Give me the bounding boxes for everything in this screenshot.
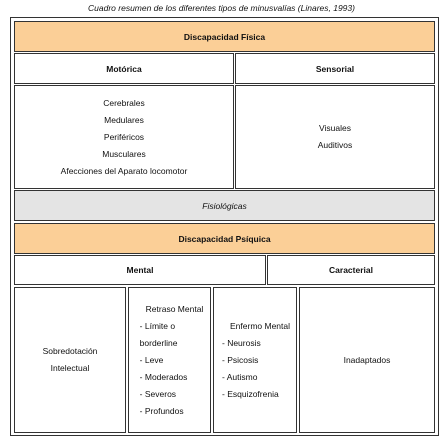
retraso-mental-item: - Moderados	[139, 371, 188, 382]
sensorial-item: Auditivos	[317, 140, 353, 150]
enfermo-mental-item: - Autismo	[222, 371, 258, 382]
motorica-item: Medulares	[104, 114, 144, 125]
retraso-mental-cell	[128, 287, 211, 433]
fisica-header	[14, 21, 435, 52]
retraso-mental-item: - Límite o	[139, 320, 176, 331]
sobredotacion-text	[43, 343, 98, 377]
retraso-mental-item: - Profundos	[139, 405, 184, 416]
fisiologicas-row	[14, 190, 435, 221]
sobredotacion-cell	[14, 287, 126, 433]
sensorial-header	[235, 53, 435, 84]
retraso-mental-item: borderline	[139, 337, 178, 348]
enfermo-mental-item: - Esquizofrenia	[222, 388, 279, 399]
fisica-title: Discapacidad Física	[183, 31, 266, 42]
retraso-mental-item: - Leve	[139, 354, 164, 365]
mental-label: Mental	[126, 265, 154, 275]
retraso-mental-list	[140, 301, 204, 420]
inadaptados-label: Inadaptados	[343, 355, 391, 365]
motorica-header	[14, 53, 234, 84]
sensorial-item: Visuales	[319, 123, 351, 133]
motorica-item: Periféricos	[103, 131, 145, 142]
retraso-mental-item: - Severos	[139, 388, 177, 399]
inadaptados-cell	[299, 287, 435, 433]
enfermo-mental-cell	[213, 287, 297, 433]
caracterial-header	[267, 255, 435, 285]
sensorial-label: Sensorial	[315, 63, 355, 74]
motorica-list	[61, 95, 188, 180]
motorica-item: Musculares	[102, 148, 146, 159]
motorica-items-cell	[14, 85, 234, 189]
retraso-mental-head: Retraso Mental	[145, 303, 204, 314]
table-caption: Cuadro resumen de los diferentes tipos de minusvalías (Linares, 1993)	[88, 3, 355, 13]
psiquica-header	[14, 223, 435, 254]
enfermo-mental-list	[222, 318, 290, 403]
fisiologicas-label: Fisiológicas	[202, 200, 247, 211]
sensorial-list	[318, 120, 353, 154]
motorica-item: Afecciones del Aparato locomotor	[60, 165, 188, 176]
caracterial-label: Caracterial	[329, 265, 373, 275]
enfermo-mental-head: Enfermo Mental	[230, 320, 290, 331]
sobredotacion-line: Sobredotación	[42, 346, 98, 356]
enfermo-mental-item: - Neurosis	[222, 337, 261, 348]
sobredotacion-line: Intelectual	[50, 363, 90, 373]
sensorial-items-cell	[235, 85, 435, 189]
motorica-item: Cerebrales	[103, 97, 145, 108]
psiquica-title: Discapacidad Psíquica	[178, 233, 271, 244]
enfermo-mental-item: - Psicosis	[222, 354, 259, 365]
motorica-label: Motórica	[106, 63, 142, 74]
mental-header	[14, 255, 266, 285]
